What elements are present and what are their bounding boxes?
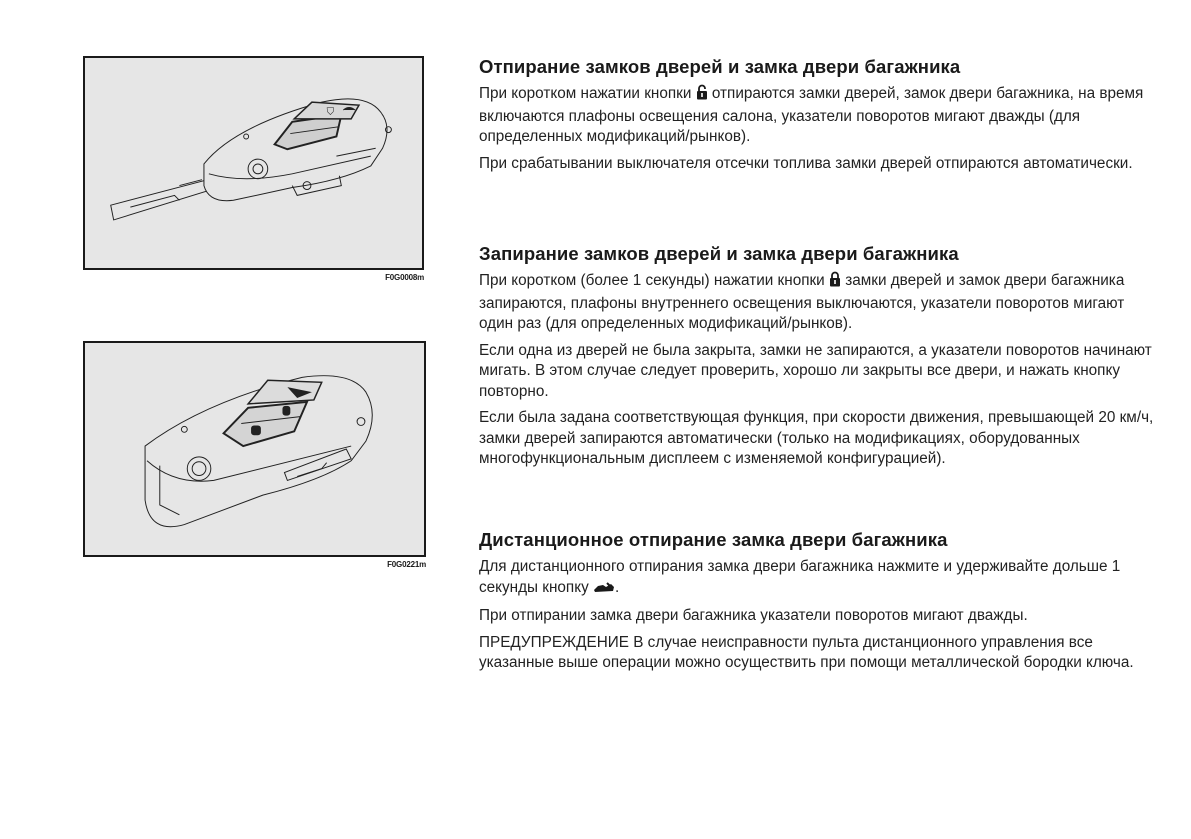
paragraph bbox=[479, 557, 1159, 600]
trunk-icon bbox=[593, 580, 615, 601]
key-fob-illustration bbox=[85, 343, 424, 555]
paragraph-text: При коротком (более 1 секунды) нажатии кнопки bbox=[479, 272, 829, 289]
key-fob-illustration bbox=[85, 58, 422, 268]
paragraph-text: . bbox=[614, 578, 620, 596]
paragraph-text: замки дверей и замок двери багажника запираются, плафоны внутреннего освещения выключаются, указатели поворотов мигают один раз (для определенных модификаций/рынков). bbox=[479, 272, 1125, 332]
figure-caption: F0G0008m bbox=[385, 273, 424, 282]
section-unlock-doors bbox=[479, 56, 1159, 180]
paragraph: Если была задана соответствующая функция, при скорости движения, превышающей 20 км/ч, замки дверей запираются автоматически (только на модификациях, оборудованных многофункциональным дисплеем с изменяемой конфигурацией). bbox=[479, 409, 1154, 467]
paragraph bbox=[479, 84, 1159, 148]
section-title: Отпирание замков дверей и замка двери багажника bbox=[479, 56, 961, 77]
paragraph: Если одна из дверей не была закрыта, замки не запираются, а указатели поворотов начинают мигать. В этом случае следует проверить, хорошо ли закрыты все двери, и нажать кнопку повторно. bbox=[479, 341, 1152, 400]
paragraph: При срабатывании выключателя отсечки топлива замки дверей отпираются автоматически. bbox=[479, 154, 1133, 172]
figure-caption: F0G0221m bbox=[387, 560, 426, 569]
figure-key-closed bbox=[83, 341, 426, 569]
paragraph: При отпирании замка двери багажника указатели поворотов мигают дважды. bbox=[479, 607, 1028, 624]
paragraph-text: При коротком нажатии кнопки bbox=[479, 85, 696, 102]
figure-frame bbox=[83, 341, 426, 557]
paragraph bbox=[479, 271, 1159, 335]
figure-frame bbox=[83, 56, 424, 270]
unlock-icon bbox=[696, 84, 708, 107]
paragraph-text: отпираются замки дверей, замок двери багажника, на время включаются плафоны освещения салона, указатели поворотов мигают дважды (для определенных модификаций/рынков). bbox=[479, 85, 1144, 145]
paragraph-text: Для дистанционного отпирания замка двери багажника нажмите и удерживайте дольше 1 секунды кнопку bbox=[479, 558, 1121, 596]
section-lock-doors bbox=[479, 243, 1159, 476]
lock-glyph: ⛉ bbox=[326, 106, 334, 118]
section-remote-trunk-unlock bbox=[479, 529, 1159, 680]
section-title: Запирание замков дверей и замка двери багажника bbox=[479, 243, 959, 264]
section-title: Дистанционное отпирание замка двери багажника bbox=[479, 529, 948, 550]
lock-icon bbox=[829, 271, 841, 294]
paragraph: ПРЕДУПРЕЖДЕНИЕ В случае неисправности пульта дистанционного управления все указанные выше операции можно осуществить при помощи металлической бородки ключа. bbox=[479, 633, 1134, 671]
figure-key-open bbox=[83, 56, 424, 282]
